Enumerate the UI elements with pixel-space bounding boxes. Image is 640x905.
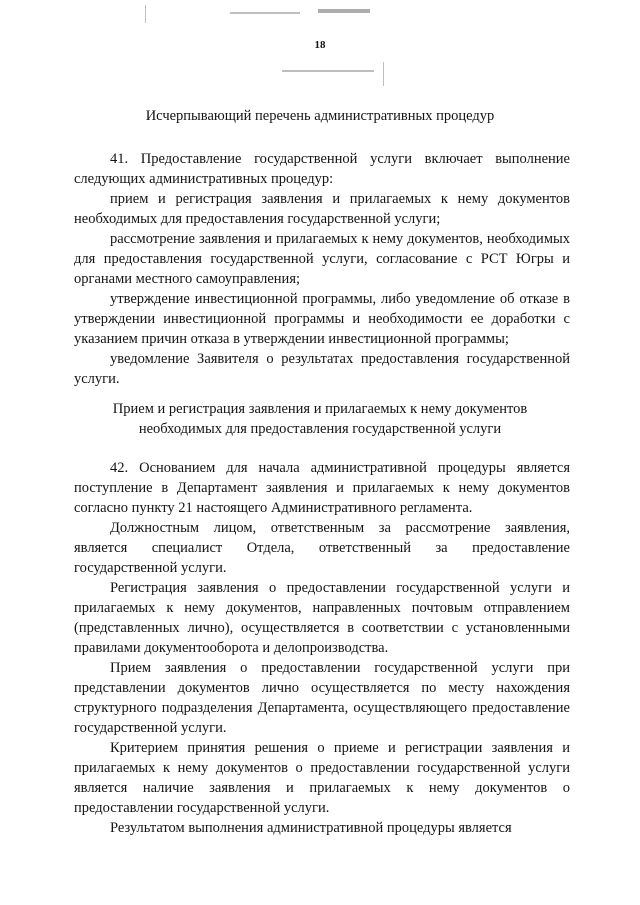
section-heading	[60, 399, 580, 439]
paragraph: уведомление Заявителя о результатах предоставления государственной услуги.	[74, 351, 570, 387]
scan-artifact	[383, 62, 384, 86]
scan-artifact	[230, 12, 300, 14]
section-body	[74, 458, 570, 838]
paragraph: рассмотрение заявления и прилагаемых к нему документов, необходимых для предоставления государственной услуги, согласование с РСТ Югры и органами местного самоуправления;	[74, 231, 570, 287]
section-heading-line: необходимых для предоставления государственной услуги	[138, 421, 502, 437]
page-number: 18	[314, 39, 326, 51]
paragraph: прием и регистрация заявления и прилагаемых к нему документов необходимых для предоставления государственной услуги;	[74, 191, 570, 227]
paragraph: утверждение инвестиционной программы, либо уведомление об отказе в утверждении инвестиционной программы и необходимости ее доработки с указанием причин отказа в утверждении инвестиционной программы;	[74, 291, 570, 347]
scan-artifact	[282, 70, 374, 72]
section-heading: Исчерпывающий перечень административных процедур	[145, 108, 495, 124]
section-body	[74, 149, 570, 389]
paragraph: Прием заявления о предоставлении государственной услуги при представлении документов лично осуществляется по месту нахождения структурного подразделения Департамента, осуществляющего предоставление государственной услуги.	[74, 660, 570, 736]
paragraph: Результатом выполнения административной процедуры является	[110, 820, 512, 836]
section-heading-line: Прием и регистрация заявления и прилагаемых к нему документов	[112, 401, 528, 417]
paragraph: Регистрация заявления о предоставлении государственной услуги и прилагаемых к нему документов, направленных почтовым отправлением (представленных лично), осуществляется в соответствии с установленными правилами документооборота и делопроизводства.	[74, 580, 570, 656]
paragraph: 41. Предоставление государственной услуги включает выполнение следующих административных процедур:	[74, 151, 570, 187]
scan-artifact	[145, 5, 146, 23]
paragraph: 42. Основанием для начала административной процедуры является поступление в Департамент заявления и прилагаемых к нему документов согласно пункту 21 настоящего Административного регламента.	[74, 460, 570, 516]
paragraph: Должностным лицом, ответственным за рассмотрение заявления, является специалист Отдела, ответственный за предоставление государственной услуги.	[74, 520, 570, 576]
scan-artifact	[318, 9, 370, 13]
paragraph: Критерием принятия решения о приеме и регистрации заявления и прилагаемых к нему документов о предоставлении государственной услуги является наличие заявления и прилагаемых к нему документов о предоставлении государственной услуги.	[74, 740, 570, 816]
